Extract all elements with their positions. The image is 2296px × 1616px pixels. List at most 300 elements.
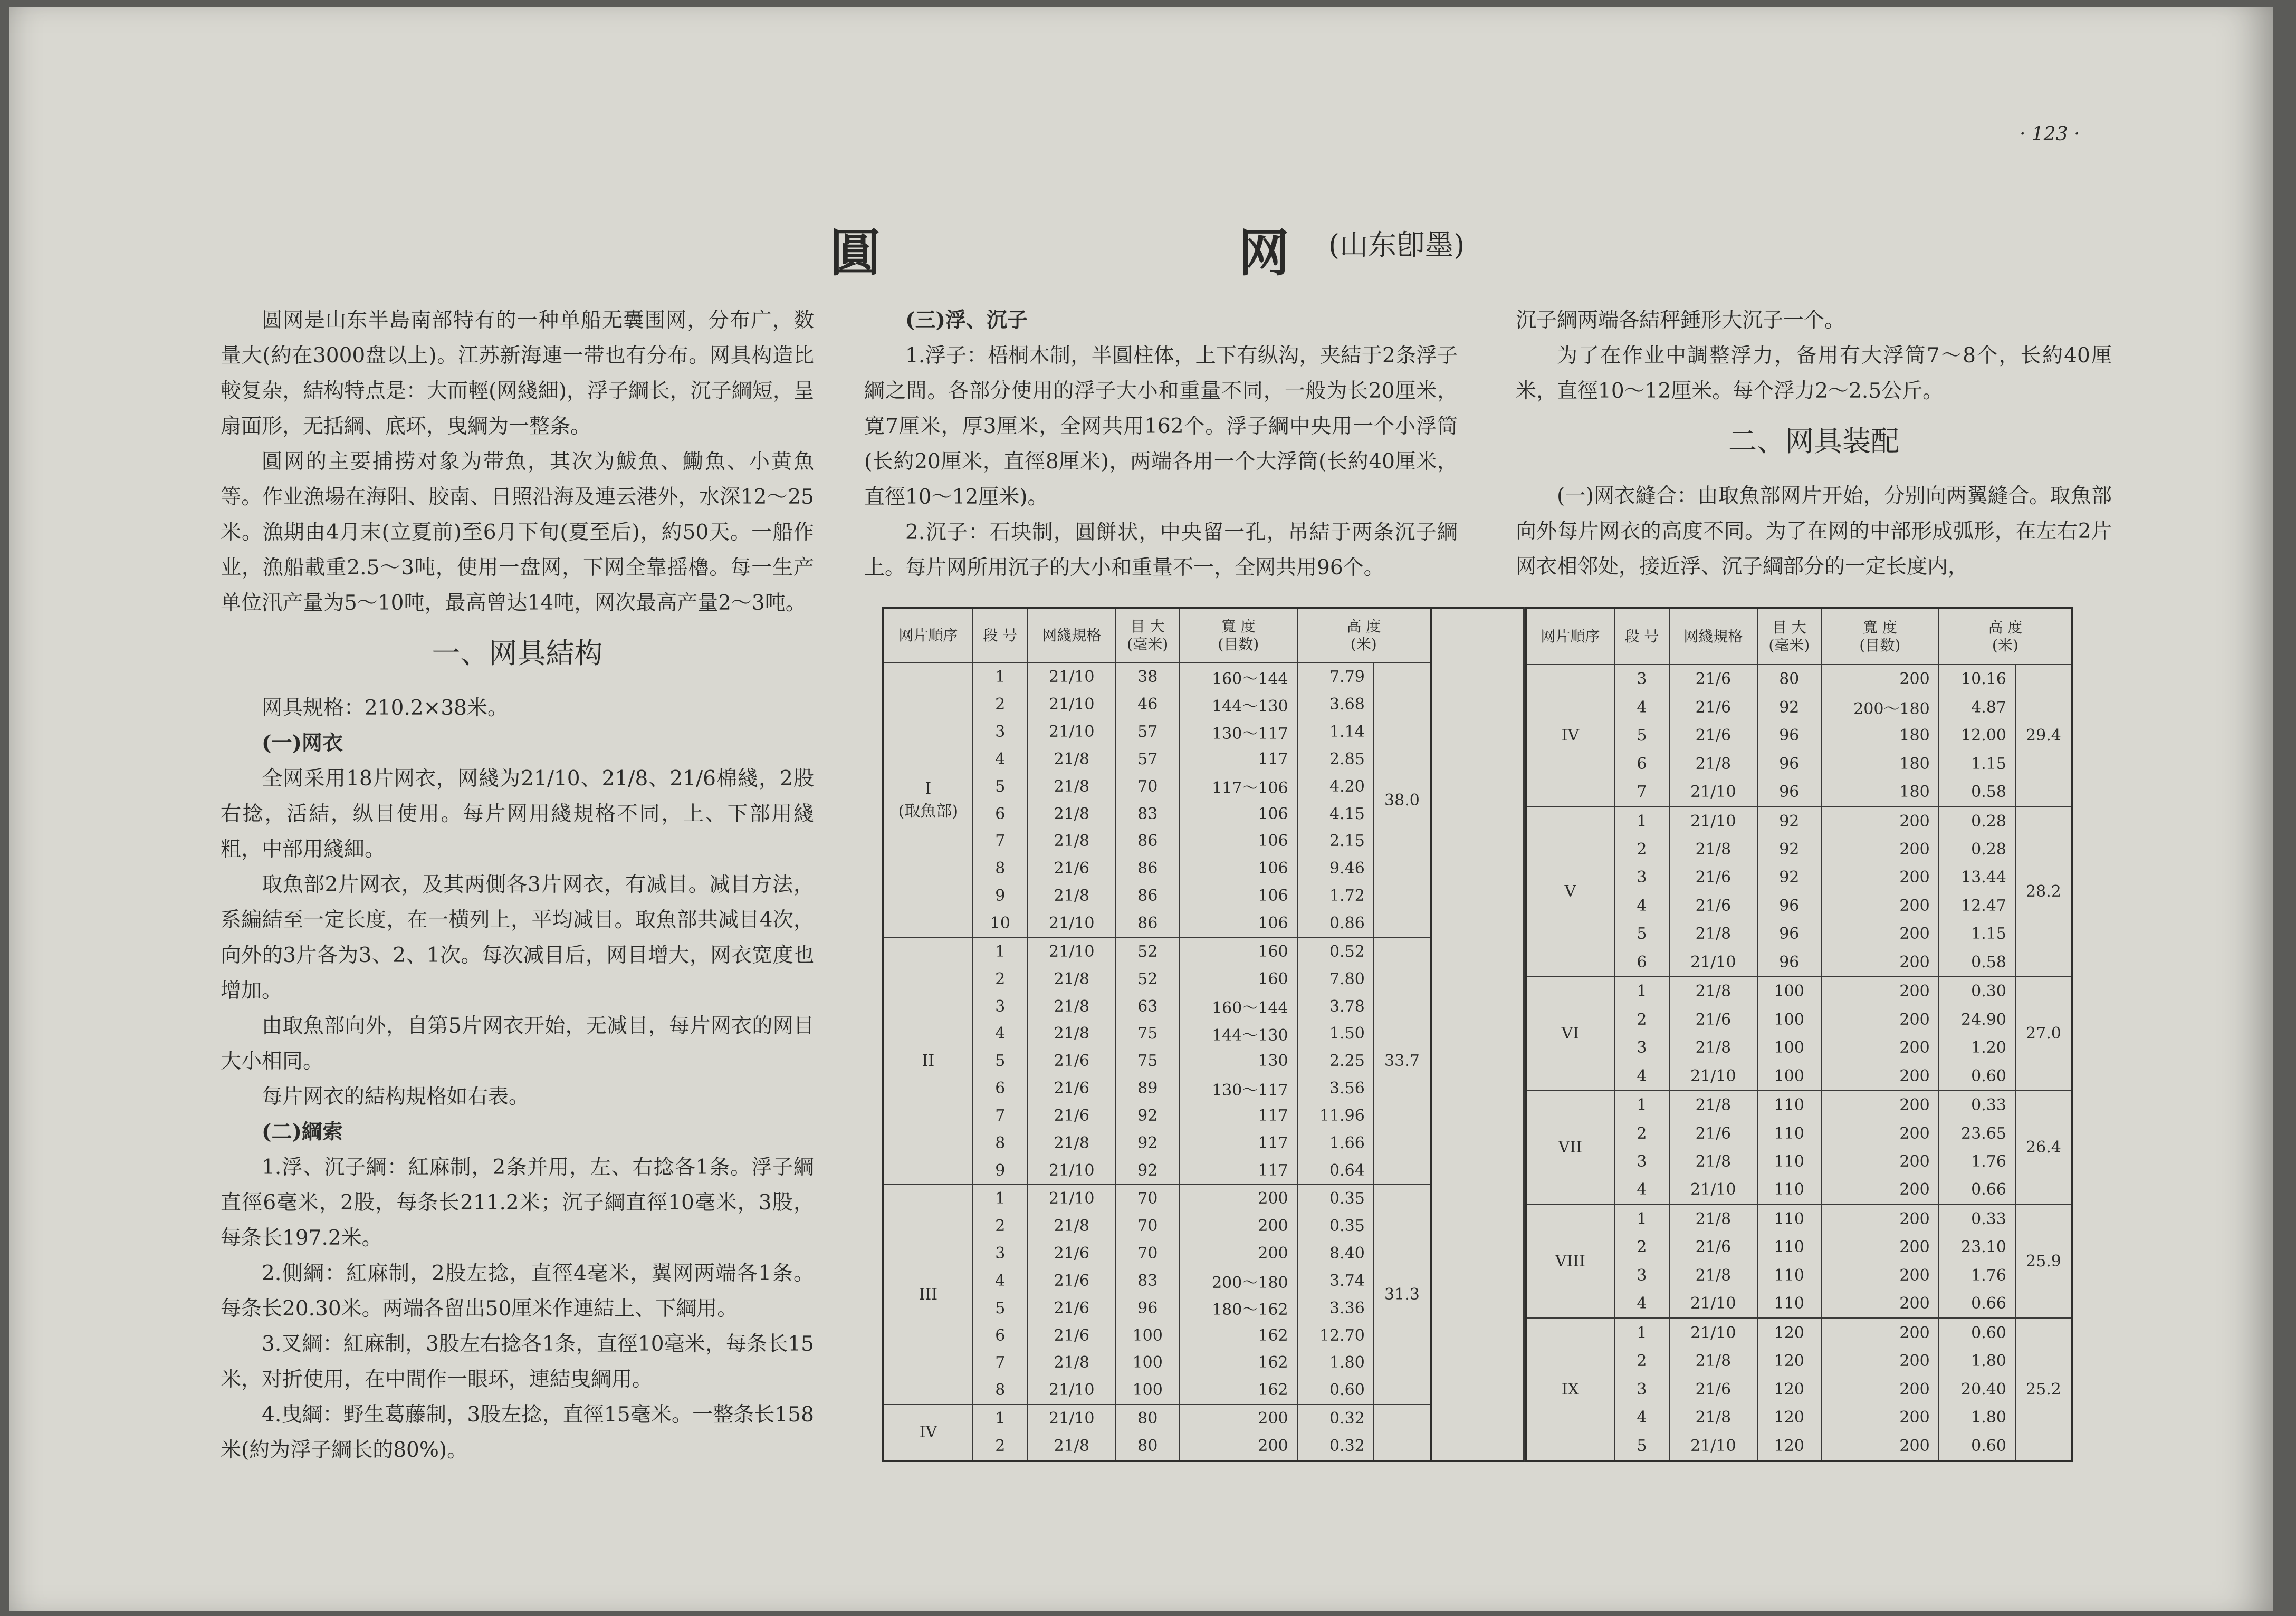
- header-section-no: 段 号: [1614, 608, 1669, 665]
- width-meshes: 106: [1180, 855, 1297, 882]
- twine-spec: 21/6: [1669, 1375, 1757, 1403]
- section-no: 4: [1614, 1290, 1669, 1319]
- piece-label: IV: [919, 1423, 937, 1442]
- section-no: 6: [973, 800, 1028, 828]
- text-column-2: [864, 303, 1458, 585]
- piece-label: V: [1564, 882, 1576, 901]
- mesh-size: 89: [1116, 1075, 1180, 1102]
- twine-spec: 21/8: [1669, 1034, 1757, 1062]
- twine-spec: 21/10: [1028, 1185, 1116, 1213]
- section-no: 2: [1614, 1006, 1669, 1034]
- piece-order-cell: [1526, 977, 1614, 1091]
- mesh-size: 86: [1116, 882, 1180, 910]
- page-subtitle: (山东卽墨): [1328, 228, 1465, 262]
- mesh-size: 86: [1116, 910, 1180, 938]
- height-m: 4.15: [1297, 800, 1374, 828]
- height-m: 0.28: [1939, 806, 2015, 835]
- paragraph: 为了在作业中調整浮力，备用有大浮筒7～8个，长約40厘米，直徑10～12厘米。每个浮力2～2.5公斤。: [1516, 344, 2112, 403]
- width-meshes: 200: [1821, 1176, 1939, 1205]
- width-meshes: 200: [1821, 1205, 1939, 1234]
- height-m: 4.87: [1939, 694, 2015, 722]
- mesh-size: 100: [1116, 1377, 1180, 1405]
- height-m: 0.30: [1939, 977, 2015, 1006]
- section-no: 5: [973, 1047, 1028, 1075]
- width-meshes: 117: [1180, 746, 1297, 773]
- twine-spec: 21/6: [1669, 863, 1757, 891]
- piece-order-cell: [1526, 1091, 1614, 1205]
- width-meshes: 162: [1180, 1349, 1297, 1377]
- section-no: 6: [1614, 749, 1669, 777]
- twine-spec: 21/8: [1028, 773, 1116, 800]
- mesh-size: 86: [1116, 828, 1180, 855]
- section-no: 4: [1614, 892, 1669, 920]
- table-row: [1526, 977, 2072, 1006]
- width-meshes: 200: [1821, 1034, 1939, 1062]
- spec-table: [1525, 607, 2073, 1462]
- section-no: 1: [973, 663, 1028, 691]
- piece-label: VIII: [1555, 1252, 1586, 1271]
- twine-spec: 21/8: [1028, 1020, 1116, 1047]
- height-m: 0.86: [1297, 910, 1374, 938]
- section-no: 4: [973, 746, 1028, 773]
- height-m: 3.56: [1297, 1075, 1374, 1102]
- mesh-size: 120: [1757, 1375, 1821, 1403]
- width-meshes: 200: [1821, 892, 1939, 920]
- twine-spec: 21/10: [1028, 1377, 1116, 1405]
- width-meshes: 200: [1180, 1432, 1297, 1461]
- height-m: 0.60: [1939, 1318, 2015, 1347]
- twine-spec: 21/10: [1669, 1290, 1757, 1319]
- section-no: 6: [1614, 948, 1669, 977]
- paragraph: (一)网衣縫合：由取魚部网片开始，分别向两翼縫合。取魚部向外每片网衣的高度不同。为了在网的中部形成弧形，在左右2片网衣相邻处，接近浮、沉子綱部分的一定长度内，: [1516, 484, 2112, 579]
- width-meshes: 200: [1821, 1119, 1939, 1147]
- height-m: 0.66: [1939, 1176, 2015, 1205]
- width-meshes: 106: [1180, 828, 1297, 855]
- mesh-size: 96: [1757, 920, 1821, 948]
- height-m: 11.96: [1297, 1102, 1374, 1129]
- mesh-size: 46: [1116, 691, 1180, 718]
- mesh-size: 110: [1757, 1176, 1821, 1205]
- mesh-size: 70: [1116, 773, 1180, 800]
- width-meshes: 200: [1821, 1290, 1939, 1319]
- table-row: [1526, 1318, 2072, 1347]
- section-no: 6: [973, 1322, 1028, 1349]
- width-meshes: 130: [1180, 1047, 1297, 1075]
- twine-spec: 21/8: [1028, 1129, 1116, 1157]
- height-m: 1.15: [1939, 920, 2015, 948]
- twine-spec: 21/8: [1669, 1347, 1757, 1375]
- height-m: 23.65: [1939, 1119, 2015, 1147]
- header-section-no: 段 号: [973, 608, 1028, 663]
- piece-order-cell: [883, 663, 973, 937]
- height-m: 0.52: [1297, 937, 1374, 965]
- mesh-size: 100: [1757, 1062, 1821, 1091]
- twine-spec: 21/8: [1669, 920, 1757, 948]
- section-no: 8: [973, 1377, 1028, 1405]
- table-row: [1526, 1091, 2072, 1120]
- mesh-size: 92: [1757, 863, 1821, 891]
- twine-spec: 21/6: [1669, 1119, 1757, 1147]
- height-m: 8.40: [1297, 1240, 1374, 1267]
- section-no: 2: [973, 691, 1028, 718]
- section-no: 1: [973, 937, 1028, 965]
- piece-order-cell: [883, 937, 973, 1185]
- mesh-size: 92: [1757, 694, 1821, 722]
- twine-spec: 21/10: [1669, 948, 1757, 977]
- piece-label: VII: [1558, 1138, 1583, 1157]
- mesh-size: 70: [1116, 1213, 1180, 1240]
- piece-total-height: 25.9: [2015, 1205, 2072, 1319]
- paragraph: 2.側綱：紅麻制，2股左捻，直徑4毫米，翼网两端各1条。每条长20.30米。两端各留出50厘米作連結上、下綱用。: [221, 1262, 814, 1321]
- twine-spec: 21/10: [1669, 1062, 1757, 1091]
- height-m: 1.76: [1939, 1262, 2015, 1290]
- section-no: 4: [1614, 1176, 1669, 1205]
- height-m: 0.66: [1939, 1290, 2015, 1319]
- height-m: 20.40: [1939, 1375, 2015, 1403]
- paragraph: 3.叉綱：紅麻制，3股左右捻各1条，直徑10毫米，每条长15米，对折使用，在中間作一眼环，連結曳綱用。: [221, 1332, 814, 1391]
- twine-spec: 21/6: [1028, 1075, 1116, 1102]
- subheading-floats: (三)浮、沉子: [905, 308, 1028, 332]
- section-no: 8: [973, 855, 1028, 882]
- height-m: 23.10: [1939, 1233, 2015, 1261]
- section-no: 4: [973, 1267, 1028, 1295]
- paragraph: 1.浮子：梧桐木制，半圓柱体，上下有纵沟，夹結于2条浮子綱之間。各部分使用的浮子大小和重量不同，一般为长20厘米，寛7厘米，厚3厘米，全网共用162个。浮子綱中央用一个小浮筒(长約20厘米，直徑8厘米)，两端各用一个大浮筒(长約40厘米，直徑10～12厘米)。: [864, 344, 1458, 509]
- height-m: 12.47: [1939, 892, 2015, 920]
- mesh-size: 70: [1116, 1185, 1180, 1213]
- section-no: 1: [973, 1405, 1028, 1432]
- section-no: 2: [1614, 835, 1669, 863]
- width-meshes: 117～106: [1180, 773, 1297, 800]
- height-m: 2.15: [1297, 828, 1374, 855]
- width-meshes: 200: [1821, 1403, 1939, 1431]
- paragraph: 取魚部2片网衣，及其两側各3片网衣，有减目。减目方法，系編結至一定长度，在一横列上，平均减目。取魚部共减目4次，向外的3片各为3、2、1次。每次减目后，网目增大，网衣宽度也增加。: [221, 873, 814, 1003]
- section-no: 5: [1614, 722, 1669, 749]
- twine-spec: 21/6: [1028, 1047, 1116, 1075]
- height-m: 10.16: [1939, 665, 2015, 694]
- mesh-size: 70: [1116, 1240, 1180, 1267]
- section-no: 1: [973, 1185, 1028, 1213]
- section-no: 3: [1614, 1262, 1669, 1290]
- width-meshes: 180: [1821, 722, 1939, 749]
- twine-spec: 21/10: [1028, 1157, 1116, 1185]
- text-column-1: [221, 303, 814, 1468]
- height-m: 1.50: [1297, 1020, 1374, 1047]
- mesh-size: 75: [1116, 1047, 1180, 1075]
- header-width: 寬 度 (目数): [1180, 608, 1297, 663]
- width-meshes: 160: [1180, 937, 1297, 965]
- width-meshes: 200: [1821, 977, 1939, 1006]
- twine-spec: 21/10: [1028, 910, 1116, 938]
- twine-spec: 21/6: [1669, 722, 1757, 749]
- twine-spec: 21/8: [1028, 1349, 1116, 1377]
- height-m: 9.46: [1297, 855, 1374, 882]
- section-no: 3: [1614, 665, 1669, 694]
- width-meshes: 200: [1821, 863, 1939, 891]
- section-heading-assembly: 二、网具装配: [1728, 425, 1899, 458]
- height-m: 0.58: [1939, 778, 2015, 807]
- header-mesh-size: 目 大 (毫米): [1116, 608, 1180, 663]
- section-no: 2: [1614, 1119, 1669, 1147]
- section-no: 8: [973, 1129, 1028, 1157]
- twine-spec: 21/6: [1028, 855, 1116, 882]
- width-meshes: 160～144: [1180, 663, 1297, 691]
- twine-spec: 21/10: [1669, 1431, 1757, 1461]
- width-meshes: 200: [1821, 1091, 1939, 1120]
- height-m: 1.72: [1297, 882, 1374, 910]
- table-header-row: [1526, 608, 2072, 665]
- section-no: 6: [973, 1075, 1028, 1102]
- piece-total-height: 26.4: [2015, 1091, 2072, 1205]
- width-meshes: 200: [1821, 1431, 1939, 1461]
- mesh-size: 80: [1116, 1405, 1180, 1432]
- mesh-size: 110: [1757, 1262, 1821, 1290]
- width-meshes: 106: [1180, 800, 1297, 828]
- twine-spec: 21/8: [1669, 749, 1757, 777]
- width-meshes: 144～130: [1180, 1020, 1297, 1047]
- mesh-size: 83: [1116, 1267, 1180, 1295]
- section-no: 3: [973, 993, 1028, 1020]
- twine-spec: 21/10: [1669, 806, 1757, 835]
- width-meshes: 200: [1821, 920, 1939, 948]
- piece-label: III: [919, 1285, 938, 1304]
- header-height: 高 度 (米): [1297, 608, 1431, 663]
- piece-label: IV: [1561, 726, 1580, 745]
- height-m: 1.20: [1939, 1034, 2015, 1062]
- section-no: 7: [973, 1349, 1028, 1377]
- paragraph: 沉子綱两端各結秤錘形大沉子一个。: [1516, 309, 1845, 332]
- mesh-size: 57: [1116, 746, 1180, 773]
- piece-order-cell: [1526, 1318, 1614, 1461]
- mesh-size: 52: [1116, 965, 1180, 993]
- mesh-size: 110: [1757, 1091, 1821, 1120]
- height-m: 0.60: [1297, 1377, 1374, 1405]
- paragraph: 1.浮、沉子綱：紅麻制，2条并用，左、右捻各1条。浮子綱直徑6毫米，2股，每条长211.2米；沉子綱直徑10毫米，3股，每条长197.2米。: [221, 1156, 814, 1250]
- mesh-size: 92: [1116, 1102, 1180, 1129]
- section-no: 4: [1614, 1403, 1669, 1431]
- width-meshes: 117: [1180, 1157, 1297, 1185]
- section-no: 5: [973, 1294, 1028, 1322]
- width-meshes: 180～162: [1180, 1294, 1297, 1322]
- height-m: 0.33: [1939, 1205, 2015, 1234]
- width-meshes: 130～117: [1180, 718, 1297, 746]
- width-meshes: 200～180: [1821, 694, 1939, 722]
- text-column-3: [1516, 303, 2112, 584]
- height-m: 3.74: [1297, 1267, 1374, 1295]
- mesh-size: 75: [1116, 1020, 1180, 1047]
- mesh-size: 92: [1116, 1157, 1180, 1185]
- width-meshes: 162: [1180, 1322, 1297, 1349]
- height-m: 0.32: [1297, 1432, 1374, 1461]
- piece-total-height: 33.7: [1374, 937, 1431, 1185]
- section-no: 4: [1614, 694, 1669, 722]
- twine-spec: 21/8: [1669, 1205, 1757, 1234]
- mesh-size: 86: [1116, 855, 1180, 882]
- subheading-netting: (一)网衣: [262, 731, 343, 755]
- section-no: 1: [1614, 977, 1669, 1006]
- twine-spec: 21/8: [1028, 800, 1116, 828]
- mesh-size: 110: [1757, 1119, 1821, 1147]
- header-piece-order: 网片順序: [883, 608, 973, 663]
- width-meshes: 130～117: [1180, 1075, 1297, 1102]
- mesh-size: 96: [1757, 948, 1821, 977]
- height-m: 13.44: [1939, 863, 2015, 891]
- width-meshes: 200: [1180, 1405, 1297, 1432]
- width-meshes: 106: [1180, 882, 1297, 910]
- piece-label: VI: [1561, 1024, 1580, 1043]
- twine-spec: 21/8: [1028, 993, 1116, 1020]
- height-m: 1.80: [1939, 1347, 2015, 1375]
- mesh-size: 96: [1757, 892, 1821, 920]
- section-no: 3: [1614, 1034, 1669, 1062]
- section-no: 2: [1614, 1347, 1669, 1375]
- mesh-size: 63: [1116, 993, 1180, 1020]
- mesh-size: 92: [1116, 1129, 1180, 1157]
- piece-order-cell: [1526, 806, 1614, 977]
- mesh-size: 120: [1757, 1431, 1821, 1461]
- table-divider: [1432, 607, 1525, 1462]
- section-no: 9: [973, 882, 1028, 910]
- width-meshes: 200: [1821, 1375, 1939, 1403]
- piece-order-cell: [883, 1405, 973, 1461]
- section-no: 3: [1614, 863, 1669, 891]
- header-piece-order: 网片順序: [1526, 608, 1614, 665]
- piece-total-height: 38.0: [1374, 663, 1431, 937]
- piece-label: IX: [1561, 1380, 1580, 1399]
- mesh-size: 100: [1116, 1349, 1180, 1377]
- height-m: 3.36: [1297, 1294, 1374, 1322]
- twine-spec: 21/8: [1669, 1148, 1757, 1176]
- section-no: 3: [973, 718, 1028, 746]
- height-m: 3.78: [1297, 993, 1374, 1020]
- mesh-size: 92: [1757, 835, 1821, 863]
- mesh-size: 110: [1757, 1290, 1821, 1319]
- twine-spec: 21/8: [1028, 1213, 1116, 1240]
- piece-label: II: [922, 1052, 935, 1071]
- height-m: 0.32: [1297, 1405, 1374, 1432]
- width-meshes: 106: [1180, 910, 1297, 938]
- height-m: 12.00: [1939, 722, 2015, 749]
- page-title-char-1: 圓: [830, 223, 883, 283]
- height-m: 0.60: [1939, 1431, 2015, 1461]
- section-no: 3: [973, 1240, 1028, 1267]
- header-height: 高 度 (米): [1939, 608, 2072, 665]
- section-no: 4: [1614, 1062, 1669, 1091]
- page-number: · 123 ·: [2020, 123, 2080, 145]
- height-m: 0.58: [1939, 948, 2015, 977]
- piece-order-cell: [883, 1185, 973, 1405]
- height-m: 0.64: [1297, 1157, 1374, 1185]
- height-m: 7.79: [1297, 663, 1374, 691]
- header-mesh-size: 目 大 (毫米): [1757, 608, 1821, 665]
- page-title-char-2: 网: [1239, 223, 1292, 283]
- table-row: [1526, 665, 2072, 694]
- section-no: 1: [1614, 806, 1669, 835]
- twine-spec: 21/8: [1028, 882, 1116, 910]
- mesh-size: 92: [1757, 806, 1821, 835]
- section-no: 7: [973, 828, 1028, 855]
- paragraph: 全网采用18片网衣，网綫为21/10、21/8、21/6棉綫，2股右捻，活結，纵目使用。每片网用綫規格不同，上、下部用綫粗，中部用綫細。: [221, 767, 814, 861]
- table-row: [883, 937, 1431, 965]
- width-meshes: 162: [1180, 1377, 1297, 1405]
- section-no: 2: [973, 1432, 1028, 1461]
- twine-spec: 21/6: [1669, 665, 1757, 694]
- width-meshes: 200: [1821, 1233, 1939, 1261]
- netting-spec-table-left: [882, 607, 1432, 1462]
- width-meshes: 144～130: [1180, 691, 1297, 718]
- section-no: 5: [973, 773, 1028, 800]
- twine-spec: 21/8: [1669, 1262, 1757, 1290]
- height-m: 0.35: [1297, 1213, 1374, 1240]
- width-meshes: 200: [1180, 1185, 1297, 1213]
- width-meshes: 200: [1180, 1213, 1297, 1240]
- height-m: 1.80: [1939, 1403, 2015, 1431]
- width-meshes: 200: [1821, 1347, 1939, 1375]
- height-m: 2.85: [1297, 746, 1374, 773]
- height-m: 2.25: [1297, 1047, 1374, 1075]
- twine-spec: 21/8: [1669, 1403, 1757, 1431]
- mesh-size: 83: [1116, 800, 1180, 828]
- height-m: 1.80: [1297, 1349, 1374, 1377]
- piece-total-height: 31.3: [1374, 1185, 1431, 1405]
- height-m: 1.66: [1297, 1129, 1374, 1157]
- paragraph: 每片网衣的結构規格如右表。: [262, 1085, 530, 1109]
- mesh-size: 120: [1757, 1318, 1821, 1347]
- width-meshes: 160～144: [1180, 993, 1297, 1020]
- mesh-size: 80: [1116, 1432, 1180, 1461]
- twine-spec: 21/8: [1028, 746, 1116, 773]
- height-m: 0.28: [1939, 835, 2015, 863]
- width-meshes: 200～180: [1180, 1267, 1297, 1295]
- mesh-size: 100: [1757, 1034, 1821, 1062]
- mesh-size: 52: [1116, 937, 1180, 965]
- section-no: 4: [973, 1020, 1028, 1047]
- mesh-size: 100: [1116, 1322, 1180, 1349]
- paragraph: 圆网是山东半島南部特有的一种单船无囊围网，分布广，数量大(約在3000盘以上)。江苏新海連一带也有分布。网具构造比較复杂，結构特点是：大而輕(网綫細)，浮子綱长，沉子綱短，呈扇面形，无括綱、底环，曳綱为一整条。: [221, 309, 814, 438]
- mesh-size: 100: [1757, 977, 1821, 1006]
- section-no: 9: [973, 1157, 1028, 1185]
- height-m: 0.60: [1939, 1062, 2015, 1091]
- twine-spec: 21/8: [1669, 835, 1757, 863]
- width-meshes: 200: [1821, 948, 1939, 977]
- twine-spec: 21/8: [1669, 977, 1757, 1006]
- height-m: 0.33: [1939, 1091, 2015, 1120]
- height-m: 7.80: [1297, 965, 1374, 993]
- twine-spec: 21/6: [1028, 1267, 1116, 1295]
- twine-spec: 21/10: [1669, 1176, 1757, 1205]
- width-meshes: 160: [1180, 965, 1297, 993]
- twine-spec: 21/6: [1028, 1102, 1116, 1129]
- piece-order-cell: [1526, 665, 1614, 806]
- table-row: [883, 1185, 1431, 1213]
- section-heading-structure: 一、网具結构: [432, 637, 603, 670]
- mesh-size: 96: [1757, 778, 1821, 807]
- twine-spec: 21/10: [1669, 1318, 1757, 1347]
- width-meshes: 200: [1821, 1062, 1939, 1091]
- section-no: 2: [973, 965, 1028, 993]
- twine-spec: 21/10: [1028, 937, 1116, 965]
- section-no: 3: [1614, 1375, 1669, 1403]
- paragraph: 4.曳綱：野生葛藤制，3股左捻，直徑15毫米。一整条长158米(約为浮子綱长的80%)。: [221, 1403, 814, 1462]
- piece-total-height: 25.2: [2015, 1318, 2072, 1461]
- mesh-size: 38: [1116, 663, 1180, 691]
- section-no: 7: [973, 1102, 1028, 1129]
- twine-spec: 21/10: [1028, 1405, 1116, 1432]
- width-meshes: 200: [1821, 1148, 1939, 1176]
- twine-spec: 21/6: [1028, 1240, 1116, 1267]
- twine-spec: 21/10: [1028, 718, 1116, 746]
- section-no: 1: [1614, 1205, 1669, 1234]
- piece-order-cell: [1526, 1205, 1614, 1319]
